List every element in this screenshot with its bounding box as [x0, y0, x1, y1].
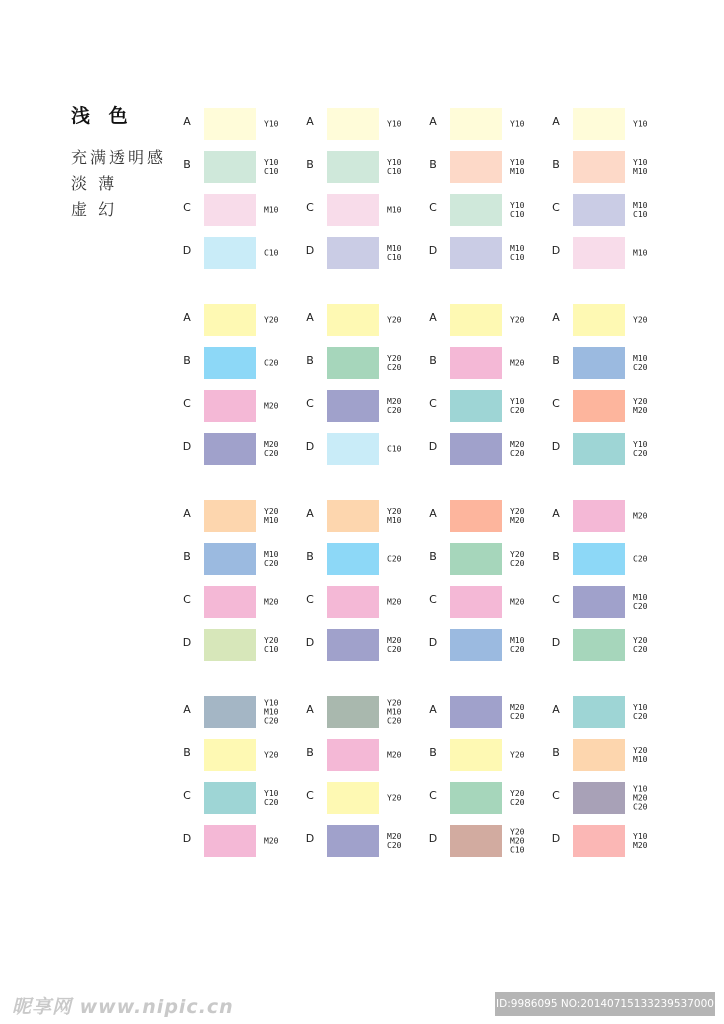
color-swatch — [450, 825, 502, 857]
row-letter: C — [429, 201, 437, 214]
color-code: Y20 M10 — [633, 746, 648, 764]
color-swatch — [450, 108, 502, 140]
swatch-row — [426, 735, 546, 778]
swatch-column — [303, 692, 423, 864]
swatch-row — [426, 386, 546, 429]
swatch-row — [303, 582, 423, 625]
color-code: Y10 C20 — [633, 703, 648, 721]
swatch-row — [303, 735, 423, 778]
color-swatch — [204, 433, 256, 465]
color-swatch — [573, 629, 625, 661]
swatch-row — [426, 104, 546, 147]
swatch-column — [426, 300, 546, 472]
color-code: M20 — [264, 597, 279, 607]
row-letter: D — [182, 244, 192, 257]
row-letter: C — [183, 593, 191, 606]
color-code: M10 C20 — [633, 593, 648, 611]
color-code: C20 — [264, 358, 279, 368]
color-swatch — [204, 629, 256, 661]
color-code: M10 C20 — [264, 550, 279, 568]
row-letter: A — [552, 507, 560, 520]
swatch-row — [426, 343, 546, 386]
row-letter: B — [183, 354, 191, 367]
color-code: M10 C10 — [633, 201, 648, 219]
swatch-row — [549, 692, 669, 735]
swatch-row — [426, 147, 546, 190]
color-code: M20 C20 — [387, 832, 402, 850]
color-swatch — [450, 194, 502, 226]
color-swatch — [573, 825, 625, 857]
watermark: 昵享网 www.nipic.cn — [12, 996, 234, 1018]
swatch-row — [180, 104, 300, 147]
row-letter: D — [551, 832, 561, 845]
color-swatch — [450, 696, 502, 728]
color-swatch — [327, 237, 379, 269]
row-letter: D — [428, 244, 438, 257]
color-swatch — [204, 543, 256, 575]
row-letter: C — [429, 593, 437, 606]
swatch-row — [180, 821, 300, 864]
color-code: Y20 — [633, 315, 648, 325]
color-code: M10 C10 — [387, 244, 402, 262]
swatch-row — [549, 429, 669, 472]
color-code: M10 C10 — [510, 244, 525, 262]
row-letter: D — [182, 832, 192, 845]
row-letter: A — [306, 703, 314, 716]
row-letter: A — [552, 311, 560, 324]
swatch-row — [303, 343, 423, 386]
color-code: C20 — [633, 554, 648, 564]
row-letter: B — [429, 158, 437, 171]
swatch-row — [303, 190, 423, 233]
color-swatch — [450, 629, 502, 661]
row-letter: B — [429, 550, 437, 563]
swatch-row — [303, 147, 423, 190]
color-code: Y20 C20 — [510, 550, 525, 568]
row-letter: C — [306, 593, 314, 606]
color-swatch — [573, 543, 625, 575]
swatch-row — [426, 582, 546, 625]
swatch-row — [180, 496, 300, 539]
color-swatch — [327, 108, 379, 140]
footer — [0, 990, 724, 1024]
row-letter: D — [551, 636, 561, 649]
color-code: Y10 — [264, 119, 279, 129]
color-swatch — [204, 347, 256, 379]
color-swatch — [327, 433, 379, 465]
row-letter: B — [306, 354, 314, 367]
row-letter: B — [183, 550, 191, 563]
color-code: Y20 — [387, 793, 402, 803]
swatch-row — [303, 496, 423, 539]
swatch-row — [549, 147, 669, 190]
color-swatch — [450, 237, 502, 269]
row-letter: A — [552, 115, 560, 128]
row-letter: B — [429, 746, 437, 759]
color-code: M10 C20 — [633, 354, 648, 372]
color-code: Y20 M10 C20 — [387, 698, 402, 726]
row-letter: A — [183, 311, 191, 324]
description-line: 充满透明感 — [71, 148, 167, 167]
color-swatch — [573, 433, 625, 465]
row-letter: D — [428, 832, 438, 845]
color-swatch — [327, 500, 379, 532]
color-code: C10 — [387, 444, 402, 454]
swatch-row — [426, 821, 546, 864]
swatch-column — [180, 104, 300, 276]
color-code: M20 — [264, 836, 279, 846]
swatch-group — [180, 104, 660, 300]
swatch-row — [549, 190, 669, 233]
swatch-row — [426, 429, 546, 472]
color-code: Y20 — [387, 315, 402, 325]
swatch-row — [180, 300, 300, 343]
row-letter: C — [306, 789, 314, 802]
color-code: Y10 — [633, 119, 648, 129]
color-swatch — [450, 782, 502, 814]
row-letter: B — [552, 158, 560, 171]
swatch-column — [549, 104, 669, 276]
color-swatch — [573, 500, 625, 532]
row-letter: D — [182, 636, 192, 649]
swatch-row — [426, 625, 546, 668]
swatch-row — [549, 104, 669, 147]
swatch-group — [180, 496, 660, 692]
swatch-row — [180, 343, 300, 386]
color-swatch — [204, 586, 256, 618]
swatch-row — [549, 386, 669, 429]
color-swatch — [327, 586, 379, 618]
color-code: Y20 — [510, 750, 525, 760]
row-letter: D — [428, 440, 438, 453]
swatch-column — [549, 692, 669, 864]
color-code: M20 C20 — [510, 440, 525, 458]
swatch-row — [180, 735, 300, 778]
row-letter: C — [306, 397, 314, 410]
color-code: Y10 — [510, 119, 525, 129]
swatch-column — [549, 300, 669, 472]
swatch-row — [180, 386, 300, 429]
color-swatch — [327, 782, 379, 814]
row-letter: D — [182, 440, 192, 453]
row-letter: C — [552, 201, 560, 214]
color-swatch — [573, 782, 625, 814]
color-code: Y20 M20 C10 — [510, 827, 525, 855]
swatch-column — [426, 496, 546, 668]
color-swatch — [204, 500, 256, 532]
color-code: Y20 M10 — [264, 507, 279, 525]
row-letter: A — [183, 507, 191, 520]
swatch-column — [426, 104, 546, 276]
color-code: M20 — [633, 511, 648, 521]
swatch-row — [426, 539, 546, 582]
color-code: Y10 M10 — [510, 158, 525, 176]
row-letter: A — [183, 115, 191, 128]
color-swatch — [327, 543, 379, 575]
color-code: Y20 C20 — [633, 636, 648, 654]
swatch-row — [549, 735, 669, 778]
color-swatch — [204, 825, 256, 857]
swatch-row — [180, 190, 300, 233]
row-letter: B — [429, 354, 437, 367]
color-swatch — [573, 151, 625, 183]
color-code: M20 — [264, 401, 279, 411]
color-swatch — [450, 739, 502, 771]
swatch-group — [180, 300, 660, 496]
row-letter: B — [306, 746, 314, 759]
color-swatch — [450, 304, 502, 336]
row-letter: A — [306, 115, 314, 128]
color-swatch — [327, 739, 379, 771]
row-letter: A — [306, 507, 314, 520]
color-code: Y20 M20 — [510, 507, 525, 525]
color-code: M10 — [264, 205, 279, 215]
color-swatch — [204, 739, 256, 771]
color-code: M10 — [387, 205, 402, 215]
color-code: Y20 C20 — [510, 789, 525, 807]
color-swatch — [204, 237, 256, 269]
color-code: M20 — [387, 750, 402, 760]
color-swatch — [573, 586, 625, 618]
swatch-row — [549, 343, 669, 386]
color-code: Y10 M20 C20 — [633, 784, 648, 812]
row-letter: D — [305, 244, 315, 257]
row-letter: B — [306, 550, 314, 563]
swatch-row — [426, 300, 546, 343]
row-letter: D — [428, 636, 438, 649]
row-letter: D — [305, 636, 315, 649]
color-swatch — [450, 586, 502, 618]
color-code: Y20 — [510, 315, 525, 325]
swatch-row — [180, 429, 300, 472]
swatch-group — [180, 692, 660, 888]
color-swatch — [327, 304, 379, 336]
color-code: Y10 — [387, 119, 402, 129]
color-code: M20 — [387, 597, 402, 607]
row-letter: A — [183, 703, 191, 716]
color-code: Y10 C10 — [510, 201, 525, 219]
color-code: M20 — [510, 358, 525, 368]
row-letter: C — [429, 397, 437, 410]
swatch-row — [549, 300, 669, 343]
color-swatch — [327, 825, 379, 857]
color-swatch — [204, 696, 256, 728]
row-letter: C — [183, 789, 191, 802]
swatch-column — [426, 692, 546, 864]
row-letter: B — [552, 746, 560, 759]
color-code: C10 — [264, 248, 279, 258]
color-swatch — [450, 151, 502, 183]
color-swatch — [573, 696, 625, 728]
swatch-groups — [180, 104, 660, 888]
color-swatch — [327, 347, 379, 379]
swatch-row — [426, 778, 546, 821]
color-swatch — [204, 304, 256, 336]
row-letter: A — [429, 703, 437, 716]
swatch-row — [303, 233, 423, 276]
swatch-row — [180, 539, 300, 582]
color-code: Y10 C20 — [510, 397, 525, 415]
row-letter: A — [429, 115, 437, 128]
row-letter: D — [305, 832, 315, 845]
color-swatch — [204, 194, 256, 226]
row-letter: C — [552, 397, 560, 410]
color-swatch — [573, 194, 625, 226]
color-swatch — [450, 500, 502, 532]
color-swatch — [327, 151, 379, 183]
color-swatch — [573, 739, 625, 771]
color-code: M10 C20 — [510, 636, 525, 654]
color-code: M20 C20 — [387, 636, 402, 654]
row-letter: D — [551, 440, 561, 453]
swatch-row — [303, 821, 423, 864]
swatch-row — [426, 190, 546, 233]
swatch-row — [549, 778, 669, 821]
swatch-row — [549, 625, 669, 668]
swatch-row — [303, 104, 423, 147]
color-swatch — [450, 543, 502, 575]
swatch-column — [180, 496, 300, 668]
color-code: M10 — [633, 248, 648, 258]
row-letter: B — [183, 158, 191, 171]
image-id-bar: ID:9986095 NO:20140715133239537000 — [495, 992, 715, 1016]
swatch-row — [303, 778, 423, 821]
description-line: 虚 幻 — [71, 200, 118, 219]
swatch-row — [303, 429, 423, 472]
swatch-column — [303, 104, 423, 276]
color-code: Y10 M10 — [633, 158, 648, 176]
color-code: M20 — [510, 597, 525, 607]
color-code: Y10 C10 — [387, 158, 402, 176]
color-code: Y20 M20 — [633, 397, 648, 415]
row-letter: A — [429, 311, 437, 324]
color-swatch — [573, 304, 625, 336]
color-swatch — [204, 151, 256, 183]
color-swatch — [204, 782, 256, 814]
color-code: Y10 M10 C20 — [264, 698, 279, 726]
swatch-column — [180, 300, 300, 472]
row-letter: A — [552, 703, 560, 716]
color-code: Y10 C20 — [633, 440, 648, 458]
color-swatch — [327, 390, 379, 422]
color-code: M20 C20 — [264, 440, 279, 458]
row-letter: C — [183, 201, 191, 214]
color-swatch — [573, 347, 625, 379]
swatch-row — [303, 625, 423, 668]
description-line: 淡 薄 — [71, 174, 118, 193]
swatch-row — [426, 233, 546, 276]
swatch-row — [180, 582, 300, 625]
color-code: Y10 C10 — [264, 158, 279, 176]
swatch-column — [180, 692, 300, 864]
row-letter: C — [429, 789, 437, 802]
swatch-column — [549, 496, 669, 668]
swatch-row — [180, 233, 300, 276]
color-code: Y20 M10 — [387, 507, 402, 525]
swatch-row — [549, 539, 669, 582]
color-swatch — [573, 237, 625, 269]
swatch-row — [303, 692, 423, 735]
swatch-row — [180, 778, 300, 821]
swatch-row — [180, 625, 300, 668]
color-swatch — [327, 629, 379, 661]
swatch-row — [549, 496, 669, 539]
color-swatch — [204, 390, 256, 422]
row-letter: A — [429, 507, 437, 520]
row-letter: B — [552, 354, 560, 367]
row-letter: C — [306, 201, 314, 214]
color-code: Y10 C20 — [264, 789, 279, 807]
row-letter: D — [551, 244, 561, 257]
color-swatch — [327, 194, 379, 226]
page-title: 浅 色 — [71, 105, 134, 127]
color-swatch — [204, 108, 256, 140]
swatch-row — [180, 692, 300, 735]
swatch-row — [426, 692, 546, 735]
color-code: M20 C20 — [510, 703, 525, 721]
color-swatch — [450, 347, 502, 379]
row-letter: C — [552, 593, 560, 606]
row-letter: A — [306, 311, 314, 324]
color-code: C20 — [387, 554, 402, 564]
color-swatch — [573, 108, 625, 140]
swatch-column — [303, 496, 423, 668]
swatch-row — [549, 582, 669, 625]
row-letter: B — [183, 746, 191, 759]
row-letter: B — [552, 550, 560, 563]
color-code: Y20 C10 — [264, 636, 279, 654]
row-letter: B — [306, 158, 314, 171]
color-code: Y10 M20 — [633, 832, 648, 850]
swatch-row — [549, 821, 669, 864]
color-code: Y20 C20 — [387, 354, 402, 372]
row-letter: C — [552, 789, 560, 802]
color-code: Y20 — [264, 315, 279, 325]
swatch-row — [303, 539, 423, 582]
color-swatch — [327, 696, 379, 728]
row-letter: C — [183, 397, 191, 410]
color-swatch — [450, 433, 502, 465]
swatch-row — [549, 233, 669, 276]
swatch-row — [303, 300, 423, 343]
row-letter: D — [305, 440, 315, 453]
color-swatch — [573, 390, 625, 422]
color-swatch — [450, 390, 502, 422]
swatch-row — [180, 147, 300, 190]
swatch-row — [303, 386, 423, 429]
description — [71, 145, 166, 223]
color-code: M20 C20 — [387, 397, 402, 415]
swatch-row — [426, 496, 546, 539]
color-code: Y20 — [264, 750, 279, 760]
swatch-column — [303, 300, 423, 472]
